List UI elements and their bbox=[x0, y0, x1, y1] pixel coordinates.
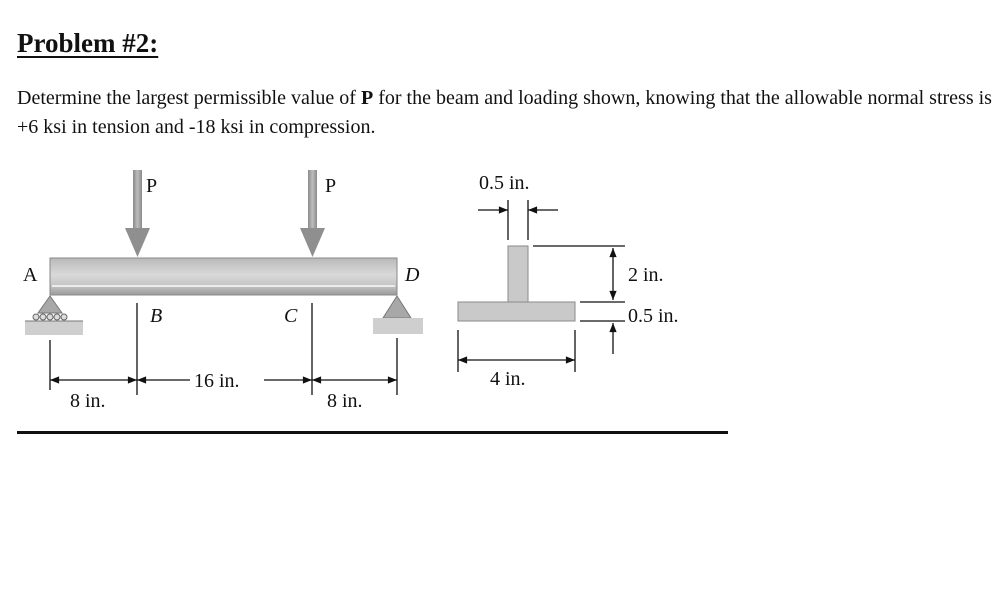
t-section-flange bbox=[458, 302, 575, 321]
flange-thickness-label: 0.5 in. bbox=[628, 305, 679, 327]
point-b-label: B bbox=[150, 305, 163, 327]
pin-support-d bbox=[373, 296, 423, 334]
statement-bold-p: P bbox=[360, 87, 374, 109]
dim-left-span-label: 8 in. bbox=[70, 390, 106, 412]
load-label-left: P bbox=[146, 175, 158, 197]
t-section-web bbox=[508, 246, 528, 302]
problem-title: Problem #2: bbox=[17, 28, 159, 58]
point-d-label: D bbox=[405, 264, 420, 286]
t-section bbox=[458, 246, 575, 321]
statement-part-2: for the beam and loading shown, knowing that the allowable normal stress is +6 ksi in tension and -18 ksi in compression. bbox=[17, 87, 992, 138]
dim-right-span-label: 8 in. bbox=[327, 390, 363, 412]
statement-part-1: Determine the largest permissible value of bbox=[17, 87, 361, 109]
roller-support-a bbox=[25, 296, 83, 335]
point-a-label: A bbox=[23, 264, 38, 286]
load-label-right: P bbox=[325, 175, 337, 197]
beam bbox=[50, 258, 397, 295]
separator-line bbox=[17, 431, 728, 434]
point-c-label: C bbox=[284, 305, 298, 327]
web-height-label: 2 in. bbox=[628, 264, 664, 286]
web-width-label: 0.5 in. bbox=[479, 172, 530, 194]
dim-middle-span-label: 16 in. bbox=[194, 370, 240, 392]
load-arrow-right bbox=[300, 170, 325, 257]
flange-width-label: 4 in. bbox=[490, 368, 526, 390]
